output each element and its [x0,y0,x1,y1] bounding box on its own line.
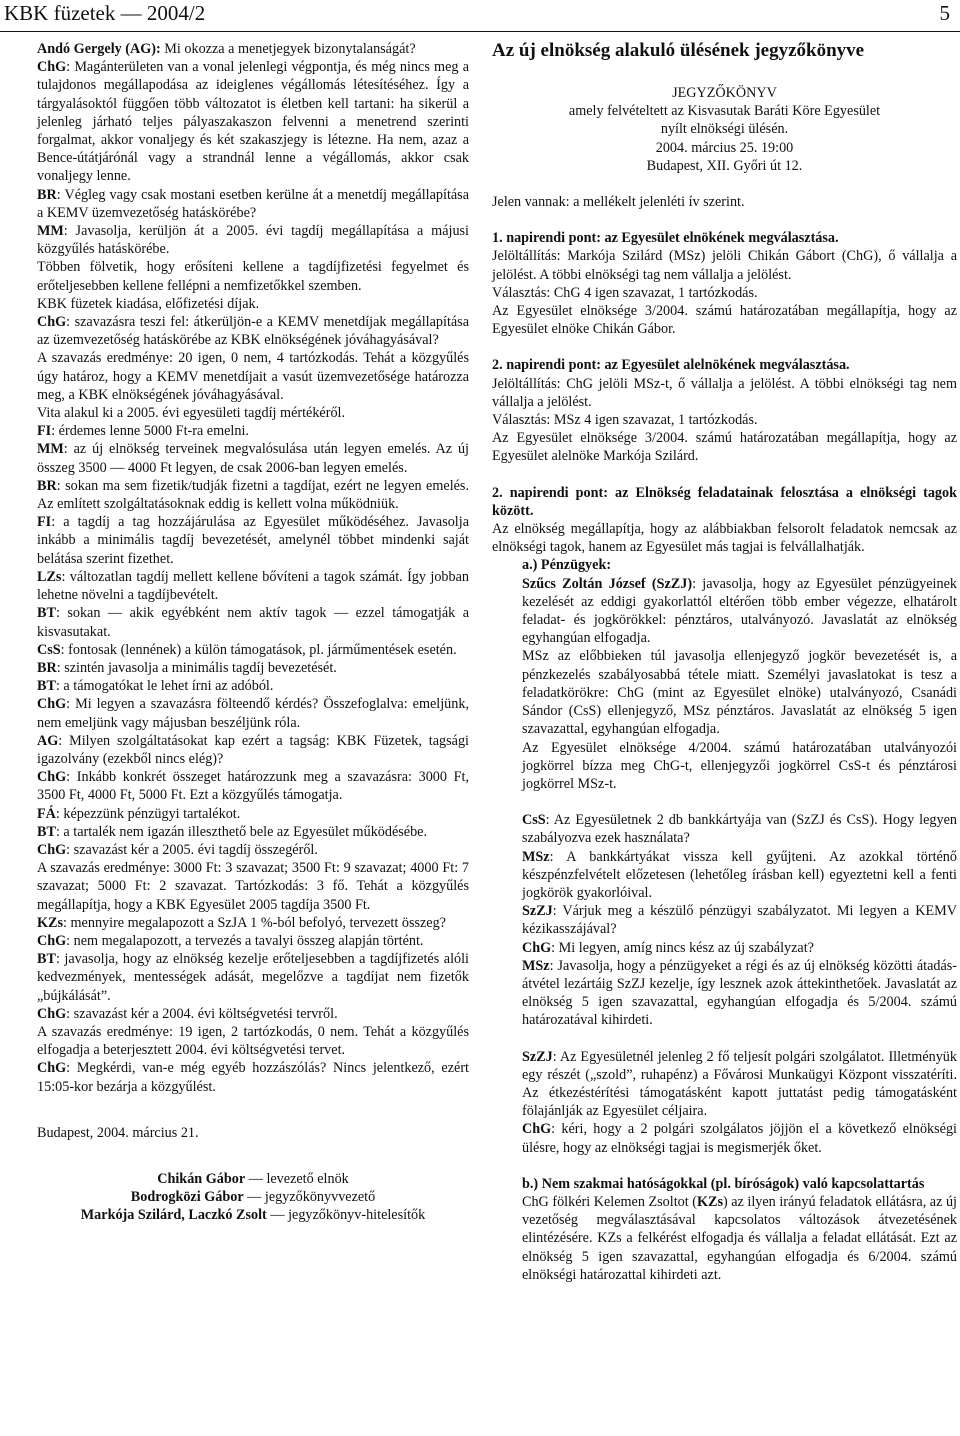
text-run: : szavazást kér a 2005. évi tagdíj összegéről. [66,841,318,858]
text-run: : képezzünk pénzügyi tartalékot. [55,805,241,822]
speaker-label: BT [37,823,56,840]
text-run: : fontosak (lennének) a külön támogatások, pl. járműmentések esetén. [60,641,457,658]
agenda-item-1-body [492,247,957,338]
paragraph [37,1005,469,1023]
text-run: — levezető elnök [245,1170,349,1187]
journal-title: KBK füzetek — 2004/2 [4,1,206,25]
paragraph [522,848,957,903]
paragraph [37,349,469,404]
signature-line [37,1188,469,1206]
paragraph [522,939,957,957]
paragraph [37,950,469,1005]
text-run: : Javasolja, kerüljön át a 2005. évi tagdíj megállapítása a májusi közgyűlés hatáskörébe. [37,223,469,258]
text-run: : nem megalapozott, a tervezés a tavalyi összeg alapján történt. [66,932,424,949]
paragraph [37,513,469,568]
text-run: Többen fölvetik, hogy erősíteni kellene a tagdíjfizetési fegyelmet és erőteljesebben kellene fellépni a nemfizetőkkel szemben. [37,259,469,294]
paragraph [37,258,469,294]
speaker-label: SzZJ [522,1048,553,1065]
paragraph [37,404,469,422]
speaker-label: FÁ [37,805,56,822]
paragraph [37,295,469,313]
paragraph: Jelöltállítás: ChG jelöli MSz-t, ő vállalja a jelölést. A többi elnökségi tag nem vállalja a jelölést. [492,375,957,410]
paragraph [522,647,957,738]
paragraph [37,859,469,914]
paragraph [37,768,469,804]
speaker-label: SzZJ [522,903,553,920]
text-run: : szintén javasolja a minimális tagdíj bevezetését. [56,659,337,676]
sub-b-heading: b.) Nem szakmai hatóságokkal (pl. bíróságok) való kapcsolattartás [522,1175,925,1192]
speaker-label: BR [37,186,57,203]
text-run: : Várjuk meg a készülő pénzügyi szabályzatot. Mi legyen a KEMV kézikasszájával? [522,903,957,938]
paragraph [37,477,469,513]
text-run: : Javasolja, hogy a pénzügyeket a régi és az új elnökség közötti átadás-átvétel lezártáig SzZJ kezelje, így lesznek azok áttekinthetőek. Javaslatát az elnökség 5 igen szavazattal, egyhangúan elfogadja és 5/2004. számú határozatával kihirdeti. [522,957,957,1029]
page-header [0,0,960,30]
text-run: : Az Egyesületnél jelenleg 2 fő teljesít polgári szolgálatot. Illetményük egy részét („szold”, ruhapénz) a Fővárosi Munkaügyi Központ visszatéríti. Az étkezéstérítési támogatásként kapott juttatást pedig támogatásként fölajánlják az Egyesület céljaira. [522,1048,957,1120]
text-run: : érdemes lenne 5000 Ft-ra emelni. [51,423,249,440]
speaker-label: ChG [37,1005,67,1022]
paragraph [37,422,469,440]
text-run: : változatlan tagdíj mellett kellene bővíteni a tagok számát. Így jobban lehetne növelni a tagdíjbevételt. [37,568,469,604]
text-run: : sokan — akik egyébként nem aktív tagok — ezzel támogatják a kisvasutakat. [37,605,469,640]
text-run: : javasolja, hogy az Egyesület pénzügyeinek kezelését az eddigi gyakorlattól eltérően több ember végezze, elhatárolt feladat- és jogkörökkel: pénztáros, utalványozó. Javaslatát az elnökség egyhangúan elfogadja. [522,575,957,647]
paragraph: Választás: ChG 4 igen szavazat, 1 tartózkodás. [492,284,758,301]
speaker-label: CsS [37,641,61,658]
text-run: — jegyzőkönyv-hitelesítők [266,1207,426,1224]
speaker-label: ChG [37,1060,67,1077]
agenda-item-3-intro: Az elnökség megállapítja, hogy az alábbiakban felsorolt feladatok nemcsak az elnökségi tagok, hanem az Egyesület más tagjai is felvállalhatják. [492,521,957,556]
speaker-label: FI [37,423,52,440]
page-number: 5 [939,1,950,25]
speaker-label: MM [37,223,64,240]
speaker-label: Szűcs Zoltán József (SzZJ) [522,575,693,592]
paragraph [37,186,469,222]
speaker-label: Andó Gergely (AG): [37,41,161,57]
sub-a-heading: a.) Pénzügyek: [522,557,612,574]
speaker-label: KZs [696,1193,723,1210]
paragraph [37,695,469,731]
signature-line [37,1170,469,1188]
attendance: Jelen vannak: a mellékelt jelenléti ív szerint. [492,194,745,211]
dialog-block-2 [492,1048,957,1157]
speaker-label: BT [37,605,56,622]
agenda-item-2-heading: 2. napirendi pont: az Egyesület alelnökének megválasztása. [492,357,850,374]
speaker-label: ChG [37,932,67,949]
speaker-label: FI [37,514,52,531]
speaker-label: ChG [37,59,67,76]
text-run: : az új elnökség terveinek megvalósulása után legyen emelés. Az új összeg 3500 — 4000 Ft legyen, de csak 2006-ban legyen emelés. [37,441,469,476]
paragraph: Az Egyesület elnöksége 3/2004. számú határozatában megállapítja, hogy az Egyesület elnöke Chikán Gábor. [492,303,957,338]
text-run: : a tagdíj a tag hozzájárulása az Egyesület működéséhez. Javasolja inkább a minimális tagdíj bevezetését, amelynél többet mindenki saját belátása szerint fizethet. [37,514,469,567]
text-run: : szavazásra teszi fel: átkerüljön-e a KEMV menetdíjak megállapítása az üzemvezetőség hatáskörébe az KBK elnökségének jóváhagyásával? [37,314,469,349]
paragraph: Az Egyesület elnöksége 3/2004. számú határozatában megállapítja, hogy az Egyesület alelnöke Markója Szilárd. [492,430,957,465]
speaker-label: MM [37,441,64,458]
text-run: — jegyzőkönyvvezető [243,1189,376,1206]
text-run: : javasolja, hogy az elnökség kezelje erőteljesebben a tagdíjfizetés alóli kedvezmények, mentességek adását, megelőzve a tagdíjat nem fizetők „bújkálását”. [37,951,469,1004]
place-date: Budapest, 2004. március 21. [37,1124,199,1141]
speaker-label: ChG [522,1121,552,1138]
text-run: Vita alakul ki a 2005. évi egyesületi tagdíj mértékéről. [37,405,346,422]
paragraph [522,811,957,847]
text-run: MSz az előbbieken túl javasolja ellenjegyző jogkör bevezetését is, a pénzkezelés szabályosabbá tétele miatt. Személyi javaslatokat is tesz a feladatkörökre: ChG (mint az Egyesület elnöke) utalványozó, Csanádi Sándor (CsS) ellenjegyző, MSz pénztáros. Javaslatát az elnökség 5 igen szavazattal, egyhangúan elfogadja. [522,648,957,738]
paragraph [37,641,469,659]
text-run: : Milyen szolgáltatásokat kap ezért a tagság: KBK Füzetek, tagsági igazolvány (ezekből nincs elég)? [37,732,469,767]
text-run: : A bankkártyákat vissza kell gyűjteni. Az azokkal történő készpénzfelvételt előzetesen (lehetőleg írásban kell) egyeztetni kell a fenti jogkörök gyakorlóival. [522,848,957,901]
speaker-label: ChG [522,939,552,956]
text-run: : mennyire megalapozott a SzJA 1 %-ból befolyó, tervezett összeg? [63,914,446,931]
signature-line [37,1206,469,1224]
paragraph [37,932,469,950]
text-run: Az Egyesület elnöksége 4/2004. számú határozatában utalványozói jogkörrel bízza meg ChG-t, ellenjegyzői jogkörrel CsS-t és pénztárosi jogkörrel MSz-t. [522,739,957,792]
speaker-label: BR [37,659,57,676]
text-run: : a támogatókat le lehet írni az adóból. [55,678,274,695]
speaker-label: Markója Szilárd, Laczkó Zsolt [80,1207,267,1224]
signatures [37,1170,469,1225]
paragraph [37,313,469,349]
speaker-label: BR [37,477,57,494]
speaker-label: CsS [522,812,546,829]
paragraph [37,914,469,932]
text-run: : Az Egyesületnek 2 db bankkártyája van (SzZJ és CsS). Hogy legyen szabályozva ezek használata? [522,812,957,847]
paragraph [522,902,957,938]
minutes-line: nyílt elnökségi ülésén. [660,121,789,138]
paragraph [522,739,957,794]
speaker-label: KZs [37,914,64,931]
speaker-label: AG [37,732,59,749]
text-run: : Végleg vagy csak mostani esetben kerülne át a menetdíj megállapítása a KEMV üzemvezetőség hatáskörébe? [37,186,469,221]
speaker-label: BT [37,951,56,968]
agenda-item-2-body [492,375,957,466]
minutes-line: amely felvételtett az Kisvasutak Baráti Köre Egyesület [568,103,881,120]
paragraph [37,58,469,185]
paragraph [37,1023,469,1059]
paragraph [522,1120,957,1156]
header-rule [0,31,960,32]
minutes-lines [492,102,957,175]
paragraph [37,40,469,58]
paragraph [37,1059,469,1095]
text-run: : a tartalék nem igazán illeszthető bele az Egyesület működésébe. [55,823,428,840]
minutes-line: 2004. március 25. 19:00 [655,139,794,156]
paragraph: Jelöltállítás: Markója Szilárd (MSz) jelöli Chikán Gábort (ChG), ő vállalja a jelölést. A többi elnökségi tag nem vállalja a jelölést. [492,248,957,283]
paragraph [37,823,469,841]
paragraph [522,1048,957,1121]
text-run: : szavazást kér a 2004. évi költségvetési tervről. [66,1005,338,1022]
minutes-line: Budapest, XII. Győri út 12. [646,157,803,174]
minutes-heading: JEGYZŐKÖNYV [672,85,777,101]
text-run: A szavazás eredménye: 20 igen, 0 nem, 4 tartózkodás. Tehát a közgyűlés úgy határoz, hogy a KEMV menetdíjait a vasút üzemvezetősége határozza meg, a KBK elnökségének jóváhagyásával. [37,350,469,403]
left-column [37,40,469,1225]
text-run: : Magánterületen van a vonal jelenlegi végpontja, és még nincs meg a tulajdonos megállapodása az ideiglenes végállomás létesítéséhez. Így a tárgyalásoktól függően több változatot is életben kell tartani: ha sikerül a jelenleg járható teljes pályaszakaszon felvenni a menetrend szerinti forgalmat, akkor vonaljegy és két szakaszjegy is létezne. Ha nem, azaz a Bence-útátjárónál vagy a strandnál lenne a végállomás, akkor csak vonaljegy lenne. [37,59,469,185]
text-run: : Megkérdi, van-e még egyéb hozzászólás? Nincs jelentkező, ezért 15:05-kor bezárja a közgyűlést. [37,1060,469,1095]
text-run: A szavazás eredménye: 19 igen, 2 tartózkodás, 0 nem. Tehát a közgyűlés elfogadja a beterjesztett 2004. évi költségvetési tervet. [37,1023,469,1059]
paragraph [37,659,469,677]
text-run: : Mi legyen, amíg nincs kész az új szabályzat? [551,939,814,956]
text-run: KBK füzetek kiadása, előfizetési díjak. [37,295,260,312]
speaker-label: ChG [37,769,67,786]
speaker-label: ChG [37,696,67,713]
left-paragraphs [37,40,469,1096]
speaker-label: LZs [37,568,62,585]
speaker-label: BT [37,678,56,695]
speaker-label: ChG [37,841,67,858]
text-run: : Mi legyen a szavazásra fölteendő kérdés? Összefoglalva: emeljünk, nem emeljünk vagy májusban beszéljünk róla. [37,696,469,731]
paragraph [37,604,469,640]
paragraph [37,805,469,823]
text-run: : Inkább konkrét összeget határozzunk meg a szavazásra: 3000 Ft, 3500 Ft, 4000 Ft, 5000 Ft. Ezt a közgyűlés támogatja. [37,769,469,804]
speaker-label: MSz [522,957,550,974]
paragraph [522,957,957,1030]
paragraph [37,732,469,768]
speaker-label: MSz [522,848,550,865]
speaker-label: ChG [37,314,67,331]
speaker-label: Chikán Gábor [157,1170,246,1187]
text-run: ) az ilyen irányú feladatok ellátásra, az új vezetőség megválasztásával kapcsolatos változások átvezetésének elintézésére. KZs a felkérést elfogadja és vállalja a feladat ellátását. Ezt az elnökség 5 igen szavazattal, egyhangúan elfogadja és 6/2004. számú elnökségi határozattal kihirdeti azt. [522,1193,957,1283]
sub-a-body [492,575,957,793]
sub-b-body [492,1193,957,1284]
agenda-item-1-heading: 1. napirendi pont: az Egyesület elnökének megválasztása. [492,230,839,247]
text-run: Mi okozza a menetjegyek bizonytalanságát? [160,41,416,57]
text-run: : sokan ma sem fizetik/tudják fizetni a tagdíjat, ezért ne legyen emelés. Az említett szolgáltatásoknak eddig is kellett volna működniük. [37,477,469,513]
speaker-label: Bodrogközi Gábor [130,1189,244,1206]
paragraph [522,575,957,648]
paragraph [37,677,469,695]
text-run: ChG fölkéri Kelemen Zsoltot ( [522,1193,697,1210]
text-run: A szavazás eredménye: 3000 Ft: 3 szavazat; 3500 Ft: 9 szavazat; 4000 Ft: 7 szavazat; 5000 Ft: 2 szavazat. Tartózkodás: 3 fő. Tehát a közgyűlés megállapítja, hogy a KBK Egyesület 2005 tagdíja 3500 Ft. [37,860,469,913]
paragraph [37,841,469,859]
agenda-item-3-heading: 2. napirendi pont: az Elnökség feladatainak felosztása a elnökségi tagok között. [492,484,957,519]
paragraph [37,440,469,476]
right-column [492,40,957,1284]
paragraph: Választás: MSz 4 igen szavazat, 1 tartózkodás. [492,412,758,429]
paragraph [37,568,469,604]
article-title: Az új elnökség alakuló ülésének jegyzőkönyve [492,40,865,61]
dialog-block-1 [492,811,957,1029]
text-run: : kéri, hogy a 2 polgári szolgálatos jöjjön el a következő elnökségi ülésre, hogy az elnökségi tagjai is megismerjék őket. [522,1121,957,1156]
paragraph [37,222,469,258]
